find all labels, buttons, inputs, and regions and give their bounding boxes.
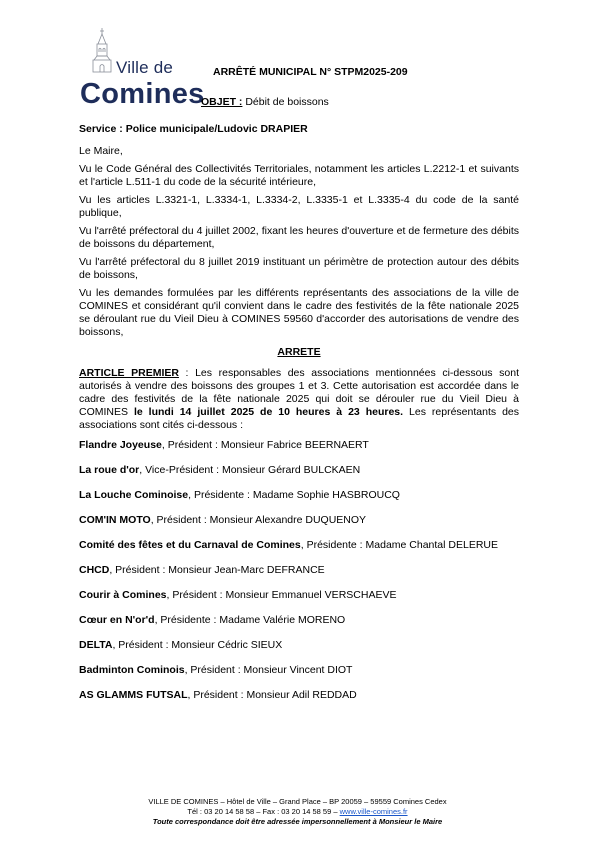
article-label: ARTICLE PREMIER <box>79 367 179 379</box>
association-president: , Président : Monsieur Cédric SIEUX <box>112 639 283 651</box>
association-name: Cœur en N'or'd <box>79 614 155 626</box>
association-entry <box>79 489 519 502</box>
preamble-paragraph: Vu le Code Général des Collectivités Territoriales, notamment les articles L.2212-1 et suivants et l'article L.511-1 du code de la sécurité intérieure, <box>79 163 519 188</box>
page-footer <box>0 797 595 827</box>
association-entry <box>79 614 519 627</box>
arrete-heading: ARRETE <box>277 346 321 358</box>
association-president: , Président : Monsieur Alexandre DUQUENOY <box>150 514 367 526</box>
document-title: ARRÊTÉ MUNICIPAL N° STPM2025-209 <box>213 66 408 78</box>
association-entry <box>79 439 519 452</box>
association-entry <box>79 639 519 652</box>
association-name: Flandre Joyeuse <box>79 439 162 451</box>
document-body <box>79 123 519 702</box>
association-name: COM'IN MOTO <box>79 514 151 526</box>
preamble-paragraph: Vu l'arrêté préfectoral du 4 juillet 2002, fixant les heures d'ouverture et de fermeture des débits de boissons du département, <box>79 225 519 250</box>
association-entry <box>79 664 519 677</box>
logo-ville-text: Ville de <box>116 58 174 77</box>
association-entry <box>79 689 519 702</box>
association-president: , Président : Monsieur Adil REDDAD <box>187 689 357 701</box>
article-date: le lundi 14 juillet 2025 de 10 heures à 23 heures. <box>133 406 404 418</box>
article-premier <box>79 367 519 432</box>
association-name: Courir à Comines <box>79 589 167 601</box>
association-entry <box>79 539 519 552</box>
objet-value: Débit de boissons <box>242 96 329 108</box>
objet-label: OBJET : <box>201 96 243 108</box>
footer-contact <box>0 807 595 817</box>
association-name: CHCD <box>79 564 110 576</box>
association-entry <box>79 564 519 577</box>
association-entry <box>79 514 519 527</box>
preamble-paragraph: Le Maire, <box>79 145 123 157</box>
association-name: Comité des fêtes et du Carnaval de Comines <box>79 539 301 551</box>
logo-comines-text: Comines <box>80 78 205 110</box>
association-president: , Président : Monsieur Emmanuel VERSCHAEVE <box>166 589 397 601</box>
article-text-end: Les représentants des associations sont cités ci-dessous : <box>79 406 519 431</box>
association-president: , Président : Monsieur Fabrice BEERNAERT <box>161 439 369 451</box>
association-president: , Présidente : Madame Valérie MORENO <box>154 614 346 626</box>
footer-phone-fax: Tél : 03 20 14 58 58 – Fax : 03 20 14 58 59 – <box>187 807 340 816</box>
preamble-paragraph: Vu les articles L.3321-1, L.3334-1, L.3334-2, L.3335-1 et L.3335-4 du code de la santé publique, <box>79 194 519 219</box>
association-president: , Vice-Président : Monsieur Gérard BULCKAEN <box>139 464 361 476</box>
association-entry <box>79 589 519 602</box>
association-president: , Présidente : Madame Sophie HASBROUCQ <box>188 489 400 501</box>
preamble-paragraph: Vu l'arrêté préfectoral du 8 juillet 2019 instituant un périmètre de protection autour des débits de boissons, <box>79 256 519 281</box>
service-line: Service : Police municipale/Ludovic DRAPIER <box>79 123 308 135</box>
association-president: , Présidente : Madame Chantal DELERUE <box>300 539 498 551</box>
association-president: , Président : Monsieur Vincent DIOT <box>184 664 353 676</box>
association-name: DELTA <box>79 639 113 651</box>
association-president: , Président : Monsieur Jean-Marc DEFRANCE <box>109 564 325 576</box>
footer-address: VILLE DE COMINES – Hôtel de Ville – Grand Place – BP 20059 – 59559 Comines Cedex <box>148 797 447 806</box>
objet-line <box>201 96 329 108</box>
association-name: Badminton Cominois <box>79 664 185 676</box>
footer-notice: Toute correspondance doit être adressée impersonnellement à Monsieur le Maire <box>152 817 443 826</box>
association-name: La roue d'or <box>79 464 140 476</box>
association-name: AS GLAMMS FUTSAL <box>79 689 188 701</box>
footer-website-link[interactable]: www.ville-comines.fr <box>339 807 408 816</box>
article-text: : Les responsables des associations mentionnées ci-dessous sont autorisés à vendre des boissons des groupes 1 et 3. Cette autorisation est accordée dans le cadre des festivités de la fête nationale 2025 qui doit se dérouler rue du Vieil Dieu à COMINES <box>79 367 519 418</box>
city-logo <box>76 28 205 110</box>
association-entry <box>79 464 519 477</box>
association-name: La Louche Cominoise <box>79 489 189 501</box>
church-icon <box>90 28 114 74</box>
preamble-paragraph: Vu les demandes formulées par les différents représentants des associations de la ville de COMINES et considérant qu'il convient dans le cadre des festivités de la fête nationale 2025 se déroulant rue du Vieil Dieu à COMINES 59560 d'accorder des autorisations de vendre des boissons, <box>79 287 519 338</box>
